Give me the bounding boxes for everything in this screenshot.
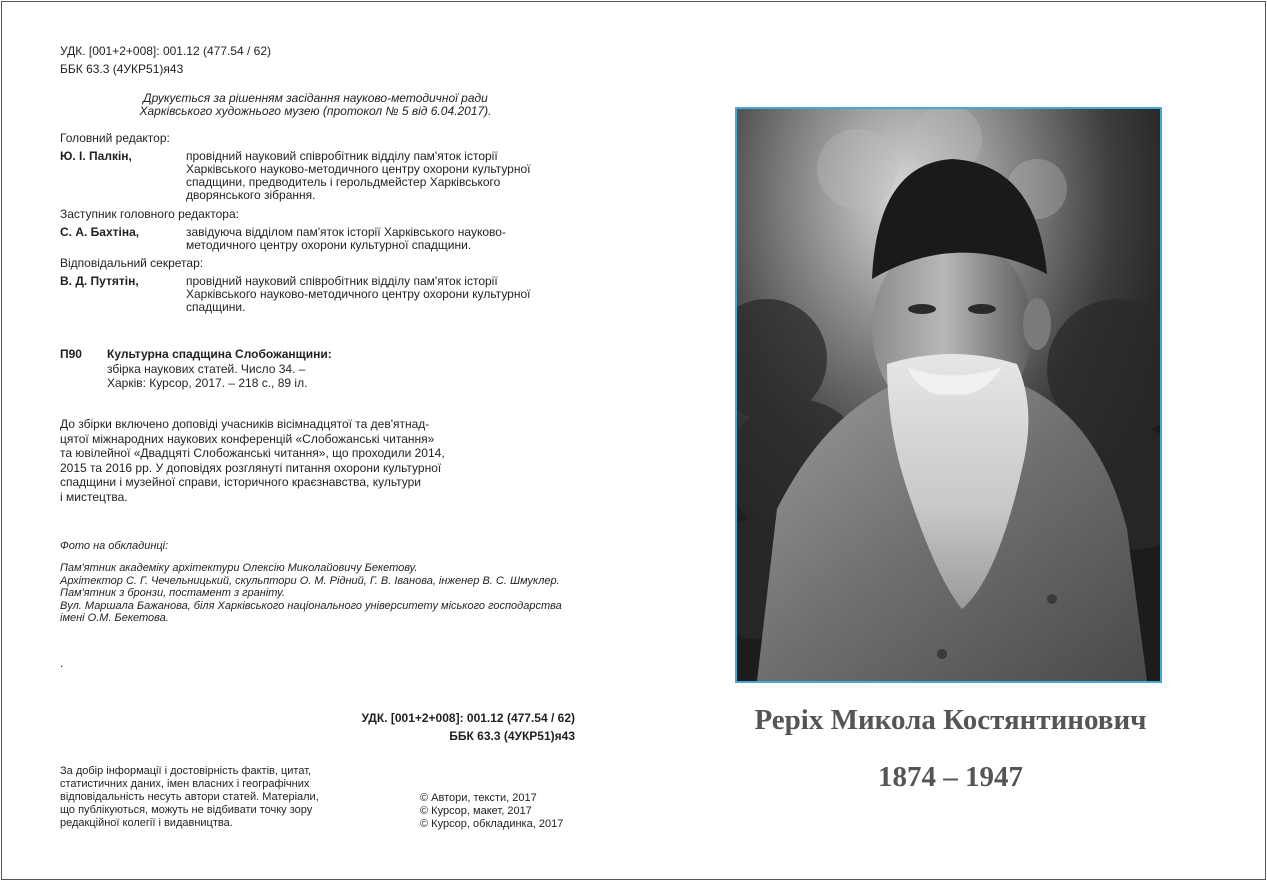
abstract-line: спадщини і музейної справи, історичного краєзнавства, культури <box>60 475 422 489</box>
cover-photo-description <box>60 562 590 625</box>
secretary-name: В. Д. Путятін, <box>60 274 139 288</box>
abstract-line: цятої міжнародних наукових конференцій «Слобожанські читання» <box>60 431 435 446</box>
bbk-bold: ББК 63.3 (4УКР51)я43 <box>449 729 575 743</box>
cover-photo-label: Фото на обкладинці: <box>60 540 169 552</box>
desc-line: провідний науковий співробітник відділу пам'яток історії <box>186 274 498 288</box>
editor-in-chief-role: Головний редактор: <box>60 131 170 145</box>
editor-in-chief-desc <box>186 150 556 202</box>
editor-in-chief-name: Ю. І. Палкін, <box>60 149 132 163</box>
copyright <box>420 792 563 831</box>
abstract <box>60 417 455 504</box>
cover-line: Архітектор С. Г. Чечельницький, скульптори О. М. Рідний, Г. В. Іванова, інженер В. С. Шмуклер. <box>60 574 560 587</box>
catalog-code: П90 <box>60 347 82 361</box>
abstract-line: та ювілейної «Двадцяті Слобожанські читання», що проходили 2014, <box>60 446 445 460</box>
approval-line-2: Харківського художнього музею (протокол № 5 від 6.04.2017). <box>139 104 492 118</box>
subject-years: 1874 – 1947 <box>878 761 1023 793</box>
copyright-line: © Курсор, обкладинка, 2017 <box>420 818 564 830</box>
disclaimer-line: що публікуються, можуть не відбивати точку зору <box>60 804 313 816</box>
desc-line: Харківського науково-методичного центру охорони культурної <box>186 287 531 301</box>
cover-line: імені О.М. Бекетова. <box>60 612 169 624</box>
subject-name: Реріх Микола Костянтинович <box>754 704 1147 736</box>
deputy-editor-role: Заступник головного редактора: <box>60 207 239 221</box>
cover-line: Пам'ятник з бронзи, постамент з граніту. <box>60 587 286 599</box>
secretary-desc <box>186 275 556 314</box>
catalog-title: Культурна спадщина Слобожанщини: <box>107 347 332 361</box>
desc-line: дворянського зібрання. <box>186 188 316 202</box>
desc-line: провідний науковий співробітник відділу пам'яток історії <box>186 149 498 163</box>
disclaimer-line: редакційної колегії і видавництва. <box>60 817 233 829</box>
portrait-photo <box>735 107 1162 683</box>
cover-line: Пам'ятник академіку архітектури Олексію Миколайовичу Бекетову. <box>60 562 418 574</box>
disclaimer-line: За добір інформації і достовірність фактів, цитат, <box>60 765 312 777</box>
copyright-line: © Автори, тексти, 2017 <box>420 792 537 804</box>
disclaimer <box>60 765 352 830</box>
desc-line: спадщини. <box>186 300 246 314</box>
desc-line: методичного центру охорони культурної спадщини. <box>186 238 472 252</box>
disclaimer-line: статистичних даних, імен власних і географічних <box>60 778 310 790</box>
desc-line: Харківського науково-методичного центру охорони культурної <box>186 162 531 176</box>
udk-bold: УДК. [001+2+008]: 001.12 (477.54 / 62) <box>361 711 575 725</box>
deputy-editor-name: С. А. Бахтіна, <box>60 225 140 239</box>
copyright-line: © Курсор, макет, 2017 <box>420 805 532 817</box>
cover-line: Вул. Маршала Бажанова, біля Харківського національного університету міського господарства <box>60 599 562 612</box>
stray-dot: . <box>60 656 64 670</box>
catalog-line: збірка наукових статей. Число 34. – <box>107 361 306 376</box>
catalog-entry <box>107 347 332 391</box>
desc-line: завідуюча відділом пам'яток історії Харківського науково- <box>186 225 506 239</box>
abstract-line: і мистецтва. <box>60 489 128 504</box>
deputy-editor-desc <box>186 226 556 252</box>
disclaimer-line: відповідальність несуть автори статей. Матеріали, <box>60 791 319 803</box>
secretary-role: Відповідальний секретар: <box>60 256 204 270</box>
udk-header: УДК. [001+2+008]: 001.12 (477.54 / 62) <box>60 44 272 58</box>
approval-line-1: Друкується за рішенням засідання науково-методичної ради <box>143 91 488 105</box>
abstract-line: До збірки включено доповіді учасників вісімнадцятої та дев'ятнад- <box>60 417 430 431</box>
bbk-header: ББК 63.3 (4УКР51)я43 <box>60 62 184 76</box>
desc-line: спадщини, предводитель і герольдмейстер Харківського <box>186 175 501 189</box>
abstract-line: 2015 та 2016 рр. У доповідях розглянуті питання охорони культурної <box>60 460 442 475</box>
catalog-line: Харків: Курсор, 2017. – 218 с., 89 іл. <box>107 376 308 390</box>
portrait-illustration <box>737 109 1160 681</box>
